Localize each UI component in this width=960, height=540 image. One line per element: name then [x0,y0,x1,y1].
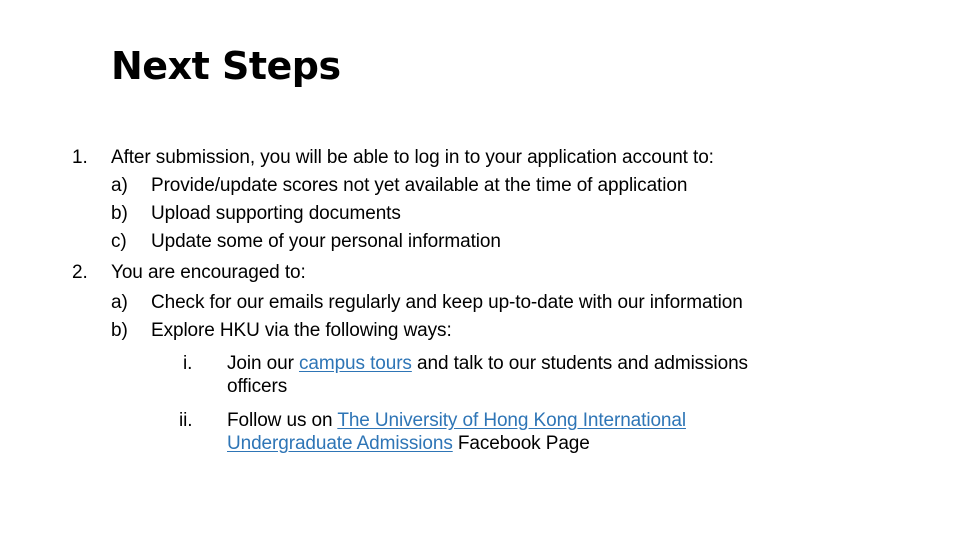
list-number-2: 2. [72,262,88,283]
roman-item-ii-line2 [227,432,590,456]
facebook-page-link-line2[interactable]: Undergraduate Admissions [227,433,453,454]
sub-marker-2b: b) [111,320,128,341]
sub-item-2b-text: Explore HKU via the following ways: [151,320,452,341]
roman-item-ii-line1 [227,409,686,433]
roman-marker-i: i. [183,353,193,374]
roman-item-ii-post: Facebook Page [457,433,590,454]
list-item-2-text: You are encouraged to: [111,262,306,283]
facebook-page-link-line1[interactable]: The University of Hong Kong International [337,410,686,431]
campus-tours-link[interactable]: campus tours [298,353,412,374]
sub-marker-2a: a) [111,292,128,313]
slide-title: Next Steps [111,44,341,88]
sub-marker-1c: c) [111,231,127,252]
roman-item-i-post: and talk to our students and admissions [417,353,748,374]
sub-item-1c-text: Update some of your personal information [151,231,501,252]
list-item-1-text: After submission, you will be able to log in to your application account to: [111,147,714,168]
roman-item-i-cont: officers [227,376,288,397]
roman-item-i-pre: Join our [227,353,294,374]
roman-marker-ii: ii. [179,410,193,431]
sub-item-1a-text: Provide/update scores not yet available at the time of application [151,175,688,196]
roman-item-i-line1 [227,352,748,376]
sub-marker-1a: a) [111,175,128,196]
sub-item-2a-text: Check for our emails regularly and keep up-to-date with our information [151,292,743,313]
sub-marker-1b: b) [111,203,128,224]
sub-item-1b-text: Upload supporting documents [151,203,401,224]
roman-item-ii-pre: Follow us on [227,410,333,431]
list-number-1: 1. [72,147,88,168]
